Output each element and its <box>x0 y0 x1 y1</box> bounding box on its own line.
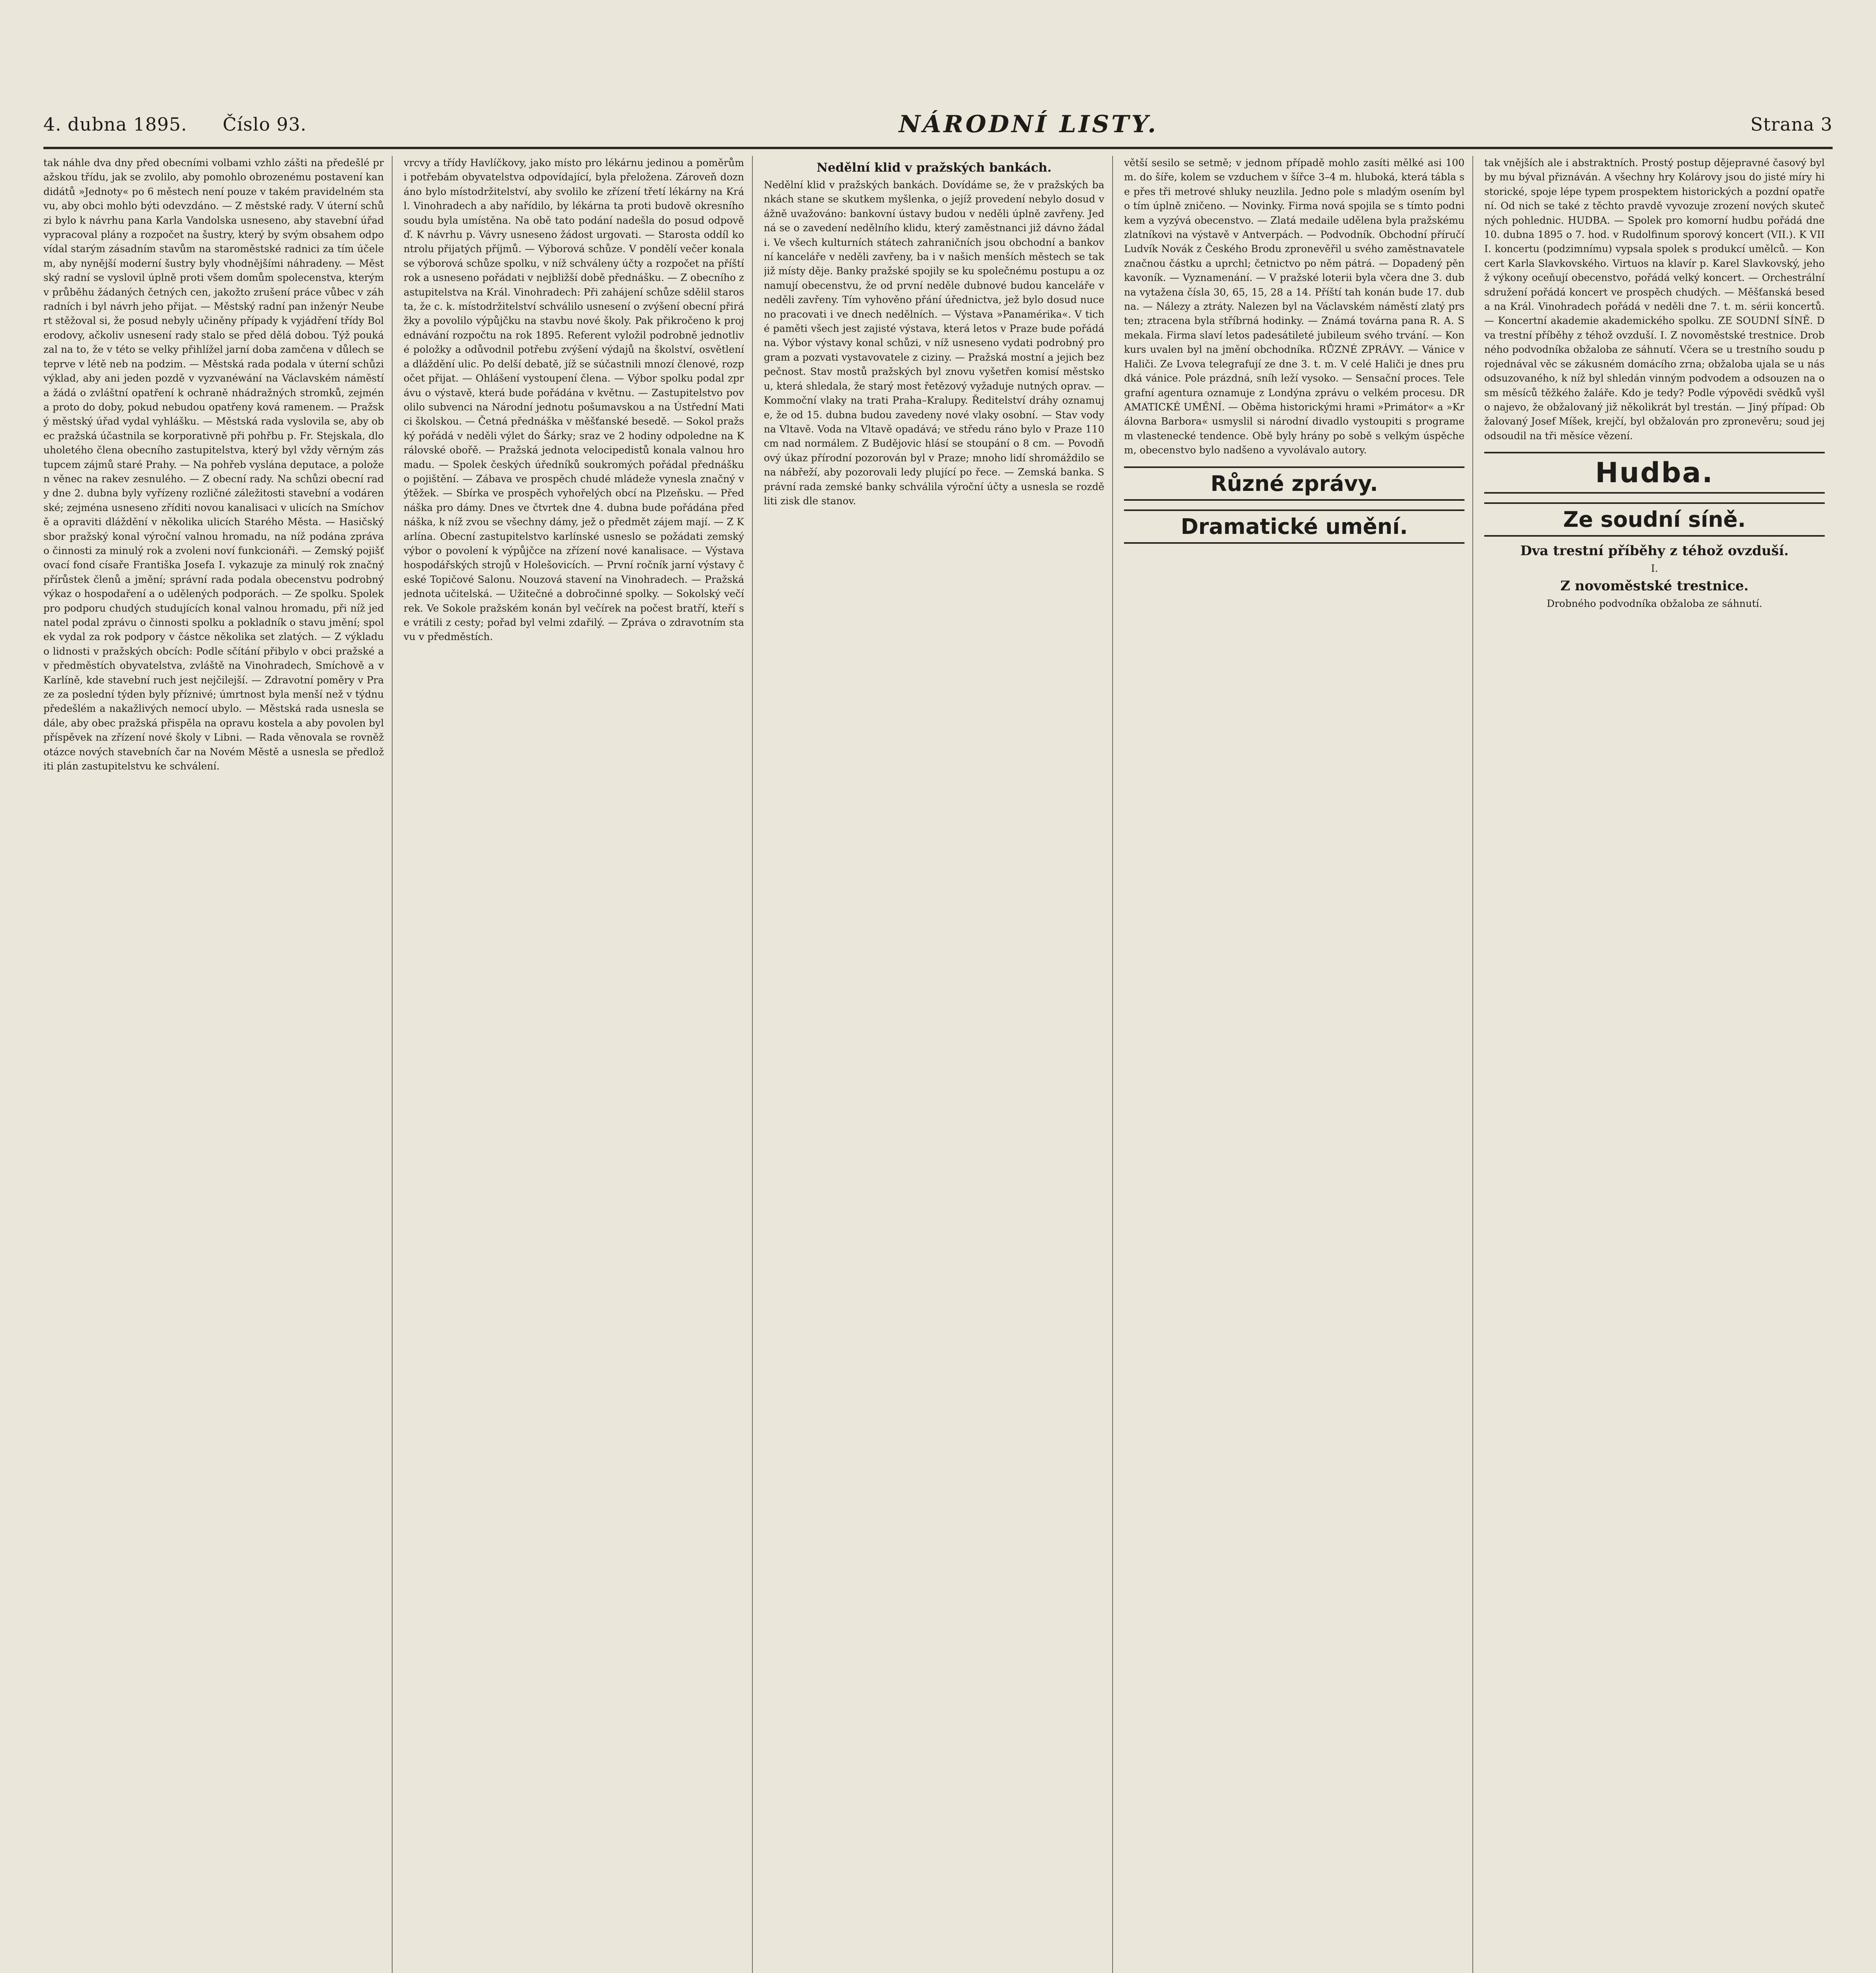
subheading-trestni-pribehy: Dva trestní příběhy z téhož ovzduší. <box>1520 543 1789 559</box>
column-4-text-a: větší sesilo se setmě; v jednom případě mohlo zasíti mělké asi 100 m. do šíře, kolem se vzduchem v šířce 3–4 m. hluboká, která tábla se přes tři metrové shluky neuzlila. Jedno pole s mladým osením bylo tím úplně zničeno. — Novinky. Firma nová spojila se s tímto podnikem a vyzývá obecenstvo. — Zlatá medaile udělena byla pražskému zlatníkovi na výstavě v Antverpách. — Podvodník. Obchodní příručí Ludvík Novák z Českého Brodu zpronevěřil u svého zaměstnavatele značnou částku a uprchl; četnictvo po něm pátrá. — Dopadený pěnkavoník. — Vyznamenání. — V pražské loterii byla včera dne 3. dubna vytažena čísla 30, 65, 15, 28 a 14. Příští tah konán bude 17. dubna. — Nálezy a ztráty. Nalezen byl na Václavském náměstí zlatý prsten; ztracena byla stříbrná hodinky. — Známá továrna pana R. A. Smekala. Firma slaví letos padesátileté jubileum svého trvání. — Konkurs uvalen byl na jmění obchodníka. RŮZNÉ ZPRÁVY. — Vánice v Haliči. Ze Lvova telegrafují ze dne 3. t. m. V celé Haliči je dnes prudká vánice. Pole prázdná, sníh leží vysoko. — Sensační proces. Telegrafní agentura oznamuje z Londýna zprávu o velkém procesu. DRAMATICKÉ UMĚNÍ. — Oběma historickými hrami »Primátor« a »Královna Barbora« usmyslil si národní divadlo vystoupiti s programem vlastenecké tendence. Obě byly hrány po sobě s velkým úspěchem, obecenstvo bylo nadšeno a vyvolávalo autory. <box>1124 157 1465 456</box>
column-5-text: tak vnějších ale i abstraktních. Prostý postup dějepravné časový byl by mu býval přiznáván. A všechny hry Kolárovy jsou do jisté míry historické, spoje lépe typem prospektem historických a pozdní opatření. Od nich se také z těchto pravdě vyvozuje zrození nových skutečných pohlednic. HUDBA. — Spolek pro komorní hudbu pořádá dne 10. dubna 1895 o 7. hod. v Rudolfinum sporový koncert (VII.). K VIII. koncertu (podzimnímu) vypsala spolek s produkcí umělců. — Koncert Karla Slavkovského. Virtuos na klavír p. Karel Slavkovský, jehož výkony oceňují obecenstvo, pořádá velký koncert. — Orchestrální sdružení pořádá koncert ve prospěch chudých. — Měšťanská beseda na Král. Vinohradech pořádá v neděli dne 7. t. m. sérii koncertů. — Koncertní akademie akademického spolku. ZE SOUDNÍ SÍNĚ. Dva trestní příběhy z téhož ovzduší. I. Z novoměstské trestnice. Drobného podvodníka obžaloba ze sáhnutí. Včera se u trestního soudu projednával věc se zákusném domácího zrna; obžaloba ujala se u nás odsuzovaného, k níž byl shledán vinným podvodem a odsouzen na osm měsíců těžkého žaláře. Kdo je tedy? Podle výpovědi svědků vyšlo najevo, že obžalovaný již několikrát byl trestán. — Jiný případ: Obžalovaný Josef Míšek, krejčí, byl obžalován pro zpronevěru; soud jej odsoudil na tři měsíce vězení. <box>1484 157 1825 442</box>
column-5 <box>1484 156 1833 1973</box>
masthead <box>43 107 1833 142</box>
heading-ruzne-zpravy: Různé zprávy. <box>1124 466 1465 501</box>
heading-hudba: Hudba. <box>1484 452 1825 494</box>
column-1 <box>43 156 393 1973</box>
newspaper-title: NÁRODNÍ LISTY. <box>899 110 1158 138</box>
subheading-trestnice: Z novoměstské trestnice. <box>1560 578 1749 594</box>
issue-number: Číslo 93. <box>223 114 307 135</box>
column-4 <box>1124 156 1473 1973</box>
heading-nedelni-klid: Nedělní klid v pražských bankách. <box>816 161 1052 175</box>
column-2-text: vrcvy a třídy Havlíčkovy, jako místo pro lékárnu jedinou a poměrům i potřebám obyvatelstva odpovídající, byla přeložena. Zároveň doznáno bylo místodržitelství, aby svolilo ke zřízení třetí lékárny na Král. Vinohradech a aby nařídilo, by lékárna ta proti budově okresního soudu byla umístěna. Na obě tato podání nadešla do posud odpověď. K návrhu p. Vávry usneseno žádost urgovati. — Starosta oddíl kontrolu přijatých příjmů. — Výborová schůze. V pondělí večer konala se výborová schůze spolku, v níž schváleny účty a rozpočet na příští rok a usneseno pořádati v nejbližší době přednášku. — Z obecního zastupitelstva na Král. Vinohradech: Při zahájení schůze sdělil starosta, že c. k. místodržitelství schválilo usnesení o zvýšení obecní přirážky a povolilo výpůjčku na stavbu nové školy. Pak přikročeno k projednávání rozpočtu na rok 1895. Referent vyložil podrobně jednotlivé položky a odůvodnil potřebu zvýšení výdajů na školství, osvětlení a dláždění ulic. Po delší debatě, jíž se súčastnili mnozí členové, rozpočet přijat. — Ohlášení vystoupení člena. — Výbor spolku podal zprávu o výstavě, která bude pořádána v květnu. — Zastupitelstvo povolilo subvenci na Národní jednotu pošumavskou a na Ústřední Matici školskou. — Četná přednáška v měšťanské besedě. — Sokol pražský pořádá v neděli výlet do Šárky; sraz ve 2 hodiny odpoledne na Královské obořě. — Pražská jednota velocipedistů konala valnou hromadu. — Spolek českých úředníků soukromých pořádal přednášku o pojištění. — Zábava ve prospěch chudé mládeže vynesla značný výtěžek. — Sbírka ve prospěch vyhořelých obcí na Plzeňsku. — Přednáška pro dámy. Dnes ve čtvrtek dne 4. dubna bude pořádána přednáška, k níž zvou se všechny dámy, jež o předmět zájem mají. — Z Karlína. Obecní zastupitelstvo karlínské usneslo se požádati zemský výbor o povolení k výpůjčce na zřízení nové kanalisace. — Výstava hospodářských strojů v Holešovicích. — První ročník jarní výstavy české Topičové Salonu. Nouzová stavení na Vinohradech. — Pražská jednota učitelská. — Užitečné a dobročinné spolky. — Sokolský večírek. Ve Sokole pražském konán byl večírek na počest bratří, kteří se vrátili z cesty; pořad byl velmi zdařilý. — Zpráva o zdravotním stavu v předměstích. <box>404 157 744 643</box>
subheading-obzaloba: Drobného podvodníka obžaloba ze sáhnutí. <box>1547 598 1762 610</box>
masthead-rule <box>43 147 1833 149</box>
column-1-text: tak náhle dva dny před obecními volbami vzhlo zášti na předešlé pražskou třídu, jak se zvolilo, aby pomohlo obrozenému postavení kandidátů »Jednoty« po 6 městech není pouze v takém pravidelném stavu, aby obci mohlo býti odevzdáno. — Z městské rady. V úterní schůzi bylo k návrhu pana Karla Vandolska usneseno, aby stavební úřad vypracoval plány a rozpočet na šustry, který by svým obsahem odpovídal starým zásadním stavům na staroměstské radnici za tím účelem, aby nynější moderní šustry byly vhodnějšími náhradeny. — Městský radní se vyslovil úplně proti všem domům spolecenstva, kterým v průběhu žádaných četných cen, jakožto zrušení práce vůbec v záhradních i byl návrh jeho přijat. — Městský radní pan inženýr Neubert stěžoval si, že posud nebyly učiněny případy k vyjádření třídy Bolerodovy, ačkoliv usnesení rady stalo se před dělá dobou. Týž poukázal na to, že v této se velky přihlížel jarní doba zamčena v důlech se teprve v létě neb na podzim. — Městská rada podala v úterní schůzi výklad, aby ani jeden pozdě v vyzvanéwání na Václavském náměstí a žádá o zvláštní opatření k ochraně nhádražných stromků, zejména proto do doby, pokud nebudou opatřeny ková ramenem. — Pražský městský úřad vydal vyhlášku. — Městská rada vyslovila se, aby obec pražská účastnila se korporativně při pohřbu p. Fr. Stejskala, dlouholetého člena obecního zastupitelstva, který byl vždy věrným zástupcem zájmů staré Prahy. — Na pohřeb vyslána deputace, a položen věnec na rakev zesnulého. — Z obecní rady. Na schůzi obecní rady dne 2. dubna byly vyřízeny rozličné záležitosti stavební a vodárenské; zejména usneseno zříditi novou kanalisaci v ulicích na Smíchově a opraviti dláždění v několika ulicích Starého Města. — Hasičský sbor pražský konal výroční valnou hromadu, na níž podána zpráva o činnosti za minulý rok a zvoleni noví funkcionáři. — Zemský pojišťovací fond císaře Františka Josefa I. vykazuje za minulý rok značný přírůstek členů a jmění; správní rada podala obecenstvu podrobný výkaz o hospodaření a o udělených podporách. — Ze spolku. Spolek pro podporu chudých studujících konal valnou hromadu, při níž jednatel podal zprávu o činnosti spolku a pokladník o stavu jmění; spolek vydal za rok podpory v částce několika set zlatých. — Z výkladu o lidnosti v pražských obcích: Podle sčítání přibylo v obci pražské a v předměstích obyvatelstva, zvláště na Vinohradech, Smíchově a v Karlíně, kde stavební ruch jest nejčilejší. — Zdravotní poměry v Praze za poslední týden byly příznivé; úmrtnost byla menší než v týdnu předešlém a nakažlivých nemocí ubylo. — Městská rada usnesla se dále, aby obec pražská přispěla na opravu kostela a aby povolen byl příspěvek na zřízení nové školy v Libni. — Rada věnovala se rovněž otázce nových stavebních čar na Novém Městě a usnesla se předložiti plán zastupitelstvu ke schválení. <box>43 157 384 772</box>
page-number: Strana 3 <box>1750 114 1833 135</box>
subheading-number: I. <box>1651 563 1658 575</box>
heading-dramaticke-umeni: Dramatické umění. <box>1124 509 1465 544</box>
column-3-text: Nedělní klid v pražských bankách. Dovídáme se, že v pražských bankách stane se skutkem myšlenka, o jejíž provedení nebylo dosud vážně uvažováno: bankovní ústavy budou v neděli úplně zavřeny. Jedná se o zavedení nedělního klidu, který zaměstnanci již dávno žádali. Ve všech kulturních státech zahraničních jsou obchodní a bankovní kanceláře v neděli zavřeny, ba i v našich menších městech se tak již místy děje. Banky pražské spojily se ku společnému postupu a oznamují obecenstvu, že od první neděle dubnové budou kanceláře v neděli zavřeny. Tím vyhověno přání úřednictva, jež bylo dosud nuceno pracovati i ve dnech nedělních. — Výstava »Panamérika«. V tiché paměti všech jest zajisté výstava, která letos v Praze bude pořádána. Výbor výstavy konal schůzi, v níž usneseno vydati podrobný program a pozvati vystavovatele z ciziny. — Pražská mostní a jejich bezpečnost. Stav mostů pražských byl znovu vyšetřen komisí městskou, která shledala, že starý most řetězový vyžaduje nutných oprav. — Kommoční vlaky na trati Praha–Kralupy. Ředitelství dráhy oznamuje, že od 15. dubna budou zavedeny nové vlaky osobní. — Stav vody na Vltavě. Voda na Vltavě opadává; ve středu ráno bylo v Praze 110 cm nad normálem. Z Budějovic hlásí se stoupání o 8 cm. — Povodňový úkaz přírodní pozorován byl v Praze; mnoho lidí shromáždilo se na nábřeží, aby pozorovali ledy plující po řece. — Zemská banka. Správní rada zemské banky schválila výroční účty a usnesla se rozděliti zisk dle stanov. <box>764 179 1104 507</box>
column-3 <box>764 156 1113 1973</box>
columns <box>43 156 1833 1973</box>
column-2 <box>404 156 753 1973</box>
issue-date: 4. dubna 1895. <box>43 114 187 135</box>
heading-ze-soudni-sine: Ze soudní síně. <box>1484 502 1825 537</box>
